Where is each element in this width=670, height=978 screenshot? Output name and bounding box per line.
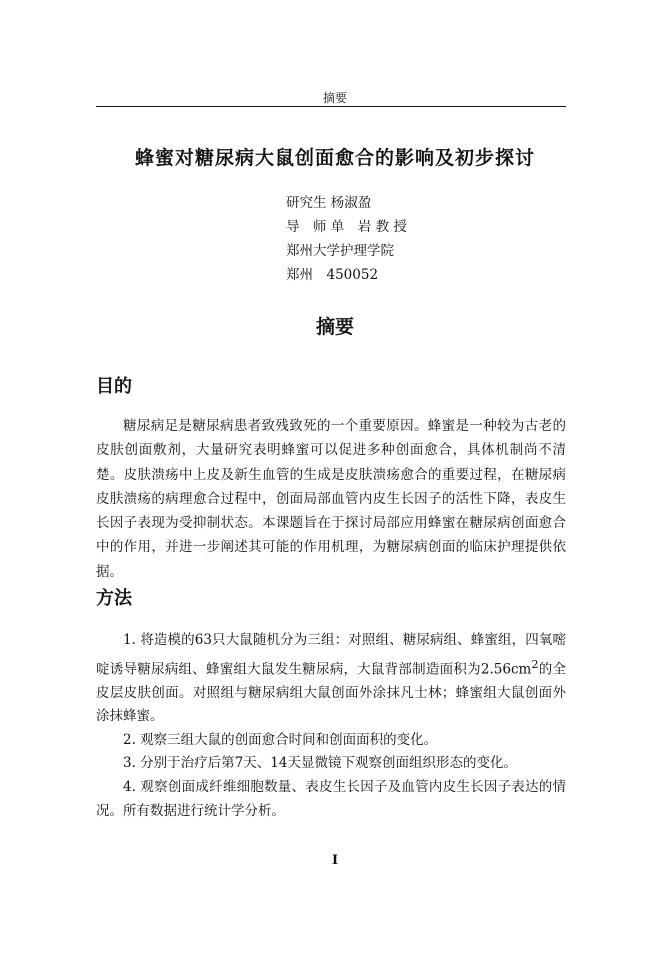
methods-item-1-text: 1. 将造模的63只大鼠随机分为三组：对照组、糖尿病组、蜂蜜组，四氧嘧啶诱导糖尿病组、蜂蜜组大鼠发生糖尿病，大鼠背部制造面积为2.56cm [96, 632, 566, 678]
section-heading-methods: 方法 [96, 588, 132, 609]
methods-item-1-text-cont: 的全皮层皮肤创面。对照组与糖尿病组大鼠创面外涂抹凡士林；蜂蜜组大鼠创面外涂抹蜂蜜。 [96, 661, 567, 725]
methods-list [96, 629, 566, 823]
author-line-advisor: 导 师 单 岩 教 授 [286, 219, 407, 235]
author-block [286, 191, 407, 287]
running-head: 摘要 [322, 91, 347, 105]
purpose-paragraph: 糖尿病足是糖尿病患者致残致死的一个重要原因。蜂蜜是一种较为古老的皮肤创面敷剂，大量研究表明蜂蜜可以促进多种创面愈合，具体机制尚不清楚。皮肤溃疡中上皮及新生血管的生成是皮肤溃疡愈合的重要过程，在糖尿病皮肤溃疡的病理愈合过程中，创面局部血管内皮生长因子的活性下降，表皮生长因子表现为受抑制状态。本课题旨在于探讨局部应用蜂蜜在糖尿病创面愈合中的作用，并进一步阐述其可能的作用机理，为糖尿病创面的临床护理提供依据。 [96, 418, 566, 580]
methods-item-3: 3. 分别于治疗后第7天、14天显微镜下观察创面组织形态的变化。 [123, 755, 517, 772]
methods-item-1 [96, 629, 566, 729]
author-line-student: 研究生 杨淑盈 [286, 195, 372, 211]
paper-title: 蜂蜜对糖尿病大鼠创面愈合的影响及初步探讨 [134, 147, 535, 169]
author-line-address: 郑州 450052 [286, 267, 379, 283]
section-heading-purpose: 目的 [96, 376, 132, 397]
author-line-institution: 郑州大学护理学院 [286, 243, 394, 259]
superscript-2: 2 [531, 657, 539, 671]
abstract-heading: 摘要 [315, 316, 354, 338]
page-number: I [331, 853, 339, 868]
methods-item-2: 2. 观察三组大鼠的创面愈合时间和创面面积的变化。 [123, 731, 438, 748]
header-rule [96, 106, 566, 107]
methods-item-4: 4. 观察创面成纤维细胞数量、表皮生长因子及血管内皮生长因子表达的情况。所有数据进行统计学分析。 [96, 779, 566, 819]
